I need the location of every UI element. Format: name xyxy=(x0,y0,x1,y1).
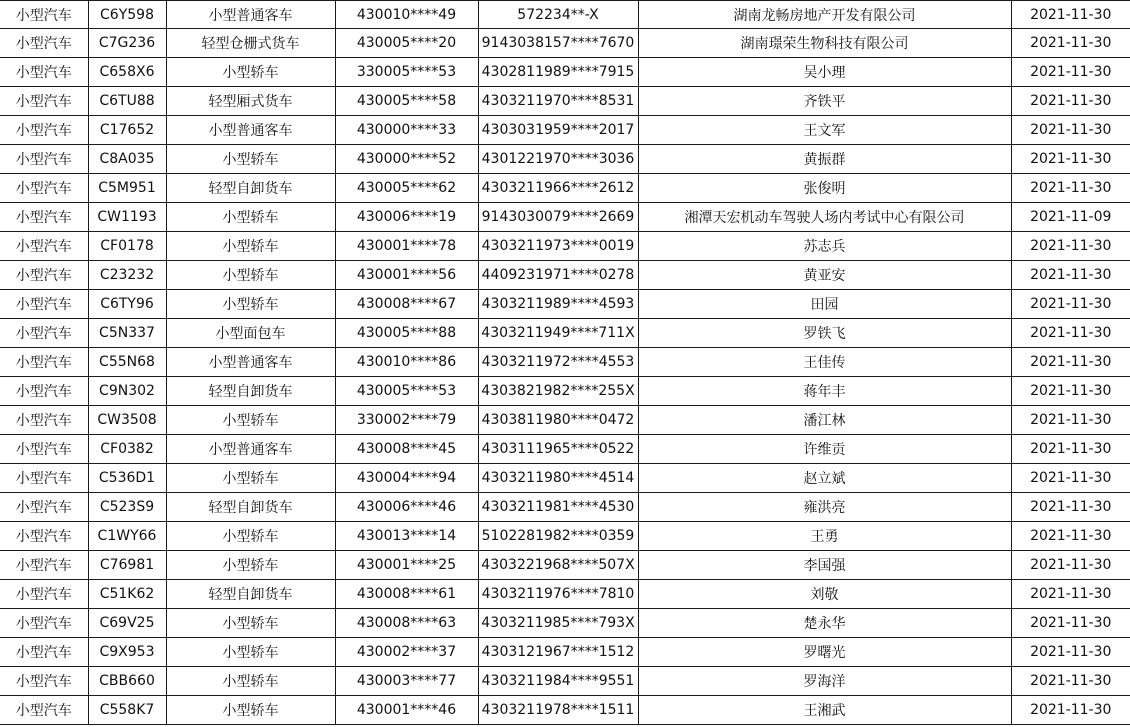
plate-number-cell: CW1193 xyxy=(88,203,166,232)
vehicle-type-cell: 小型轿车 xyxy=(166,58,335,87)
vehicle-class-cell: 小型汽车 xyxy=(0,145,88,174)
owner-code-cell: 430010****49 xyxy=(335,1,478,29)
date-cell: 2021-11-30 xyxy=(1011,580,1130,609)
date-cell: 2021-11-30 xyxy=(1011,290,1130,319)
owner-name-cell: 齐铁平 xyxy=(638,87,1011,116)
id-number-cell: 4301221970****3036 xyxy=(478,145,638,174)
owner-code-cell: 430006****46 xyxy=(335,493,478,522)
id-number-cell: 4303111965****0522 xyxy=(478,435,638,464)
table-row xyxy=(0,464,1130,493)
owner-code-cell: 430005****20 xyxy=(335,29,478,58)
table-row xyxy=(0,638,1130,667)
date-cell: 2021-11-30 xyxy=(1011,696,1130,725)
plate-number-cell: C5N337 xyxy=(88,319,166,348)
table-row xyxy=(0,87,1130,116)
owner-name-cell: 田园 xyxy=(638,290,1011,319)
owner-name-cell: 罗曙光 xyxy=(638,638,1011,667)
plate-number-cell: C9X953 xyxy=(88,638,166,667)
id-number-cell: 5102281982****0359 xyxy=(478,522,638,551)
id-number-cell: 4303811980****0472 xyxy=(478,406,638,435)
vehicle-type-cell: 小型轿车 xyxy=(166,696,335,725)
table-row xyxy=(0,435,1130,464)
date-cell: 2021-11-30 xyxy=(1011,145,1130,174)
vehicle-type-cell: 小型轿车 xyxy=(166,609,335,638)
owner-name-cell: 罗海洋 xyxy=(638,667,1011,696)
owner-name-cell: 楚永华 xyxy=(638,609,1011,638)
table-row xyxy=(0,1,1130,29)
table-row xyxy=(0,377,1130,406)
table-row xyxy=(0,290,1130,319)
date-cell: 2021-11-30 xyxy=(1011,261,1130,290)
vehicle-class-cell: 小型汽车 xyxy=(0,174,88,203)
table-row xyxy=(0,319,1130,348)
plate-number-cell: C1WY66 xyxy=(88,522,166,551)
plate-number-cell: C523S9 xyxy=(88,493,166,522)
id-number-cell: 4302811989****7915 xyxy=(478,58,638,87)
id-number-cell: 4303211981****4530 xyxy=(478,493,638,522)
table-row xyxy=(0,667,1130,696)
id-number-cell: 4303221968****507X xyxy=(478,551,638,580)
date-cell: 2021-11-30 xyxy=(1011,58,1130,87)
id-number-cell: 4303211976****7810 xyxy=(478,580,638,609)
plate-number-cell: C536D1 xyxy=(88,464,166,493)
id-number-cell: 4303211949****711X xyxy=(478,319,638,348)
vehicle-class-cell: 小型汽车 xyxy=(0,435,88,464)
owner-name-cell: 黄振群 xyxy=(638,145,1011,174)
plate-number-cell: C69V25 xyxy=(88,609,166,638)
vehicle-class-cell: 小型汽车 xyxy=(0,522,88,551)
table-row xyxy=(0,261,1130,290)
owner-code-cell: 430001****25 xyxy=(335,551,478,580)
date-cell: 2021-11-30 xyxy=(1011,116,1130,145)
vehicle-class-cell: 小型汽车 xyxy=(0,232,88,261)
table-row xyxy=(0,116,1130,145)
owner-code-cell: 430008****67 xyxy=(335,290,478,319)
plate-number-cell: C5M951 xyxy=(88,174,166,203)
table-row xyxy=(0,174,1130,203)
owner-code-cell: 430008****45 xyxy=(335,435,478,464)
owner-name-cell: 王文军 xyxy=(638,116,1011,145)
id-number-cell: 4303211970****8531 xyxy=(478,87,638,116)
id-number-cell: 4303211966****2612 xyxy=(478,174,638,203)
date-cell: 2021-11-30 xyxy=(1011,174,1130,203)
vehicle-class-cell: 小型汽车 xyxy=(0,290,88,319)
vehicle-type-cell: 小型轿车 xyxy=(166,145,335,174)
date-cell: 2021-11-30 xyxy=(1011,87,1130,116)
id-number-cell: 4303211980****4514 xyxy=(478,464,638,493)
vehicle-class-cell: 小型汽车 xyxy=(0,29,88,58)
vehicle-class-cell: 小型汽车 xyxy=(0,203,88,232)
vehicle-type-cell: 小型轿车 xyxy=(166,290,335,319)
vehicle-class-cell: 小型汽车 xyxy=(0,667,88,696)
date-cell: 2021-11-30 xyxy=(1011,551,1130,580)
owner-name-cell: 赵立斌 xyxy=(638,464,1011,493)
owner-code-cell: 430000****52 xyxy=(335,145,478,174)
date-cell: 2021-11-30 xyxy=(1011,435,1130,464)
id-number-cell: 4303211973****0019 xyxy=(478,232,638,261)
date-cell: 2021-11-30 xyxy=(1011,522,1130,551)
vehicle-class-cell: 小型汽车 xyxy=(0,638,88,667)
plate-number-cell: C6TU88 xyxy=(88,87,166,116)
table-row xyxy=(0,145,1130,174)
plate-number-cell: C658X6 xyxy=(88,58,166,87)
vehicle-type-cell: 轻型厢式货车 xyxy=(166,87,335,116)
plate-number-cell: C558K7 xyxy=(88,696,166,725)
id-number-cell: 4303821982****255X xyxy=(478,377,638,406)
vehicle-type-cell: 小型轿车 xyxy=(166,232,335,261)
owner-code-cell: 430000****33 xyxy=(335,116,478,145)
date-cell: 2021-11-30 xyxy=(1011,232,1130,261)
vehicle-class-cell: 小型汽车 xyxy=(0,580,88,609)
vehicle-type-cell: 轻型自卸货车 xyxy=(166,174,335,203)
plate-number-cell: C51K62 xyxy=(88,580,166,609)
date-cell: 2021-11-30 xyxy=(1011,667,1130,696)
vehicle-class-cell: 小型汽车 xyxy=(0,696,88,725)
owner-name-cell: 刘敬 xyxy=(638,580,1011,609)
vehicle-type-cell: 小型轿车 xyxy=(166,667,335,696)
id-number-cell: 4303031959****2017 xyxy=(478,116,638,145)
plate-number-cell: CF0382 xyxy=(88,435,166,464)
owner-code-cell: 430002****37 xyxy=(335,638,478,667)
table-row xyxy=(0,29,1130,58)
id-number-cell: 4303211989****4593 xyxy=(478,290,638,319)
plate-number-cell: C9N302 xyxy=(88,377,166,406)
table-row xyxy=(0,348,1130,377)
owner-code-cell: 430013****14 xyxy=(335,522,478,551)
vehicle-type-cell: 轻型自卸货车 xyxy=(166,377,335,406)
owner-name-cell: 罗铁飞 xyxy=(638,319,1011,348)
date-cell: 2021-11-30 xyxy=(1011,348,1130,377)
owner-name-cell: 湘潭天宏机动车驾驶人场内考试中心有限公司 xyxy=(638,203,1011,232)
owner-name-cell: 湖南龙畅房地产开发有限公司 xyxy=(638,1,1011,29)
owner-name-cell: 王佳传 xyxy=(638,348,1011,377)
date-cell: 2021-11-30 xyxy=(1011,609,1130,638)
table-row xyxy=(0,696,1130,725)
date-cell: 2021-11-30 xyxy=(1011,377,1130,406)
vehicle-class-cell: 小型汽车 xyxy=(0,1,88,29)
owner-name-cell: 蒋年丰 xyxy=(638,377,1011,406)
vehicle-class-cell: 小型汽车 xyxy=(0,348,88,377)
vehicle-type-cell: 小型普通客车 xyxy=(166,348,335,377)
table-row xyxy=(0,522,1130,551)
owner-name-cell: 李国强 xyxy=(638,551,1011,580)
date-cell: 2021-11-30 xyxy=(1011,319,1130,348)
vehicle-class-cell: 小型汽车 xyxy=(0,261,88,290)
id-number-cell: 9143030079****2669 xyxy=(478,203,638,232)
vehicle-type-cell: 小型轿车 xyxy=(166,406,335,435)
owner-code-cell: 430008****61 xyxy=(335,580,478,609)
vehicle-class-cell: 小型汽车 xyxy=(0,377,88,406)
plate-number-cell: C76981 xyxy=(88,551,166,580)
date-cell: 2021-11-30 xyxy=(1011,493,1130,522)
plate-number-cell: C55N68 xyxy=(88,348,166,377)
vehicle-type-cell: 小型轿车 xyxy=(166,203,335,232)
id-number-cell: 4303211972****4553 xyxy=(478,348,638,377)
id-number-cell: 4303121967****1512 xyxy=(478,638,638,667)
table-row xyxy=(0,203,1130,232)
table-body xyxy=(0,1,1130,725)
table-row xyxy=(0,551,1130,580)
vehicle-type-cell: 小型轿车 xyxy=(166,638,335,667)
owner-name-cell: 吴小理 xyxy=(638,58,1011,87)
owner-code-cell: 430001****46 xyxy=(335,696,478,725)
date-cell: 2021-11-30 xyxy=(1011,464,1130,493)
owner-code-cell: 430005****53 xyxy=(335,377,478,406)
plate-number-cell: C17652 xyxy=(88,116,166,145)
id-number-cell: 4303211978****1511 xyxy=(478,696,638,725)
owner-name-cell: 黄亚安 xyxy=(638,261,1011,290)
vehicle-class-cell: 小型汽车 xyxy=(0,609,88,638)
vehicle-type-cell: 小型普通客车 xyxy=(166,435,335,464)
plate-number-cell: CBB660 xyxy=(88,667,166,696)
owner-name-cell: 潘江林 xyxy=(638,406,1011,435)
vehicle-class-cell: 小型汽车 xyxy=(0,493,88,522)
owner-name-cell: 苏志兵 xyxy=(638,232,1011,261)
vehicle-class-cell: 小型汽车 xyxy=(0,58,88,87)
owner-code-cell: 430005****58 xyxy=(335,87,478,116)
table-row xyxy=(0,609,1130,638)
vehicle-type-cell: 小型轿车 xyxy=(166,261,335,290)
vehicle-class-cell: 小型汽车 xyxy=(0,464,88,493)
owner-code-cell: 430008****63 xyxy=(335,609,478,638)
owner-code-cell: 430001****78 xyxy=(335,232,478,261)
date-cell: 2021-11-30 xyxy=(1011,638,1130,667)
owner-name-cell: 雍洪亮 xyxy=(638,493,1011,522)
owner-code-cell: 330005****53 xyxy=(335,58,478,87)
vehicle-class-cell: 小型汽车 xyxy=(0,319,88,348)
plate-number-cell: C7G236 xyxy=(88,29,166,58)
date-cell: 2021-11-09 xyxy=(1011,203,1130,232)
vehicle-type-cell: 小型轿车 xyxy=(166,551,335,580)
date-cell: 2021-11-30 xyxy=(1011,406,1130,435)
owner-name-cell: 张俊明 xyxy=(638,174,1011,203)
plate-number-cell: C8A035 xyxy=(88,145,166,174)
owner-code-cell: 430005****88 xyxy=(335,319,478,348)
vehicle-type-cell: 轻型自卸货车 xyxy=(166,493,335,522)
vehicle-class-cell: 小型汽车 xyxy=(0,116,88,145)
id-number-cell: 4409231971****0278 xyxy=(478,261,638,290)
vehicle-type-cell: 小型轿车 xyxy=(166,522,335,551)
owner-code-cell: 430010****86 xyxy=(335,348,478,377)
plate-number-cell: CW3508 xyxy=(88,406,166,435)
plate-number-cell: CF0178 xyxy=(88,232,166,261)
id-number-cell: 572234**-X xyxy=(478,1,638,29)
vehicle-type-cell: 轻型自卸货车 xyxy=(166,580,335,609)
owner-name-cell: 王湘武 xyxy=(638,696,1011,725)
table-row xyxy=(0,580,1130,609)
table-row xyxy=(0,406,1130,435)
owner-code-cell: 430003****77 xyxy=(335,667,478,696)
owner-code-cell: 430006****19 xyxy=(335,203,478,232)
date-cell: 2021-11-30 xyxy=(1011,1,1130,29)
vehicle-class-cell: 小型汽车 xyxy=(0,87,88,116)
date-cell: 2021-11-30 xyxy=(1011,29,1130,58)
vehicle-class-cell: 小型汽车 xyxy=(0,551,88,580)
plate-number-cell: C6Y598 xyxy=(88,1,166,29)
vehicle-class-cell: 小型汽车 xyxy=(0,406,88,435)
table-row xyxy=(0,232,1130,261)
vehicle-type-cell: 小型面包车 xyxy=(166,319,335,348)
plate-number-cell: C23232 xyxy=(88,261,166,290)
owner-code-cell: 430004****94 xyxy=(335,464,478,493)
id-number-cell: 9143038157****7670 xyxy=(478,29,638,58)
table-row xyxy=(0,493,1130,522)
id-number-cell: 4303211985****793X xyxy=(478,609,638,638)
plate-number-cell: C6TY96 xyxy=(88,290,166,319)
vehicle-type-cell: 轻型仓栅式货车 xyxy=(166,29,335,58)
owner-code-cell: 330002****79 xyxy=(335,406,478,435)
owner-code-cell: 430005****62 xyxy=(335,174,478,203)
owner-name-cell: 湖南璟荣生物科技有限公司 xyxy=(638,29,1011,58)
vehicle-type-cell: 小型普通客车 xyxy=(166,116,335,145)
table-row xyxy=(0,58,1130,87)
vehicle-type-cell: 小型轿车 xyxy=(166,464,335,493)
vehicle-type-cell: 小型普通客车 xyxy=(166,1,335,29)
owner-name-cell: 王勇 xyxy=(638,522,1011,551)
id-number-cell: 4303211984****9551 xyxy=(478,667,638,696)
owner-code-cell: 430001****56 xyxy=(335,261,478,290)
owner-name-cell: 许维贡 xyxy=(638,435,1011,464)
